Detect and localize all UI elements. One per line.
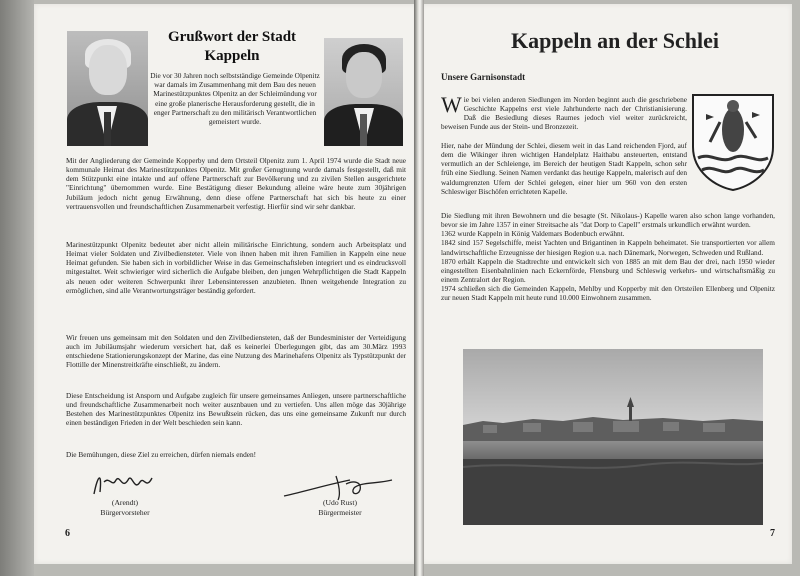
chronology-1974: 1974 schließen sich die Gemeinden Kappeln, Mehlby und Kopperby mit den Ortsteilen Ellenberg und Olpenitz zur neuen Stadt Kappeln mit heute rund 10.000 Einwohnern zusammen. bbox=[441, 284, 775, 303]
dropcap-letter: W bbox=[441, 92, 462, 117]
signatory-left-name: (Arendt) bbox=[111, 498, 139, 507]
chronology-1357: Die Siedlung mit ihren Bewohnern und die besagte (St. Nikolaus-) Kapelle waren also schon lange vorhanden, bevor sie im Jahre 1357 in einer Streitsache als "dat Dorp to Capell" erstmals urkundlich erwähnt wurden. bbox=[441, 211, 775, 230]
signatory-right-name: (Udo Rust) bbox=[323, 498, 357, 507]
signature-arendt bbox=[88, 468, 158, 498]
paragraph-3: Wir freuen uns gemeinsam mit den Soldaten und den Zivilbediensteten, daß der Bundesminister der Verteidigung auch im Jubiläumsjahr wiederum versichert hat, daß es keinerlei Überlegungen gibt, das am 30.März 1993 entschiedene Stationierungskonzept der Marine, das eine Nutzung des Marinehafens Olpenitz als Typstützpunkt der Flottille der Minenstreitkräfte einschließt, zu ändern. bbox=[66, 333, 406, 370]
page-title-left: Grußwort der Stadt Kappeln bbox=[167, 29, 297, 64]
signatory-right bbox=[300, 498, 380, 518]
book-gutter bbox=[414, 0, 424, 576]
history-intro bbox=[441, 92, 687, 132]
paragraph-2: Marinestützpunkt Olpenitz bedeutet aber nicht allein militärische Einrichtung, sondern auch Arbeitsplatz und Heimat vieler Soldaten und Zivilbediensteter. Viele von ihnen haben mit ihren Familien in Kappeln eine neue Heimat gefunden. Sie haben sich in vorbildlicher Weise in das Gemeinschaftsleben integriert und es eindrucksvoll mitgestaltet. Weit schwieriger wird sicherlich die Aufgabe bleiben, den jungen Wehrpflichtigen die Stadt Kappeln als neuen oder weiteren Schwerpunkt ihrer Lebensinteressen anzubieten. Ihnen weitgehende Integration zu ermöglichen, sind alle Verantwortungsträger beständig gefordert. bbox=[66, 240, 406, 295]
page-number-left: 6 bbox=[65, 528, 70, 539]
signatory-left bbox=[90, 498, 160, 518]
portrait-arendt bbox=[67, 31, 148, 146]
history-intro-text: ie bei vielen anderen Siedlungen im Norden beginnt auch die geschriebene Geschichte Kappelns erst viele Jahrhunderte nach der Christianisierung. Daß die Besiedlung dieses Raumes jedoch viel weiter zurückreicht, beweisen Funde aus der Stein- und Bronzezeit. bbox=[441, 95, 687, 132]
chronology-1870: 1870 erhält Kappeln die Stadtrechte und entwickelt sich von 1885 an mit dem Bau der drei, nach 1950 wieder eingestellten Eisenbahnlinien nach Eckernförde, Flensburg und Schleswig verkehrs- und wirtschaftsmäßig zu einem Zentralort der Region. bbox=[441, 256, 775, 285]
page-number-right: 7 bbox=[770, 528, 775, 539]
signatory-right-role: Bürgermeister bbox=[318, 508, 362, 517]
kappeln-harbour-photo bbox=[463, 349, 763, 525]
chronology-1842: 1842 sind 157 Segelschiffe, meist Yachten und Brigantinen in Kappeln beheimatet. Sie transportierten vor allem landwirtschaftliche Erzeugnisse der hiesigen Region u.a. nach Dänemark, Norwegen, Schweden und Rußland. bbox=[441, 238, 775, 257]
page-title-right: Kappeln an der Schlei bbox=[510, 28, 720, 53]
kappeln-coat-of-arms bbox=[690, 92, 776, 192]
history-paragraph-2: Hier, nahe der Mündung der Schlei, diesem weit in das Land reichenden Fjord, auf dem die Wikinger ihren wichtigen Handelplatz Haithabu ansteuerten, entstand vermutlich an der Schleienge, im Bereich der heutigen Stadt Kappeln, schon sehr früh eine Siedlung. Seinen Namen verdankt das heutige Kappeln, malerisch auf den waldumgrenzten Ufern der Schlei gelegen, einer hier um 960 von den ersten Schleswiger Bischöfen errichteten Kapelle. bbox=[441, 141, 687, 196]
closing-line: Die Bemühungen, diese Ziel zu erreichen, dürfen niemals enden! bbox=[66, 450, 257, 459]
paragraph-1: Mit der Angliederung der Gemeinde Kopperby und dem Ortsteil Olpenitz zum 1. April 1974 wurde die Stadt neue kommunale Heimat des Marinestützpunktes Olpenitz. Mit großer Genugtuung wurde damals festgestellt, daß mit dem Stützpunkt eine intakte und auf offene Partnerschaft zur Bevölkerung und zu zivilen Stellen ausgerichtete "Einrichtung" übernommen wurde. Eine Bestätigung dieser Bekundung alleine wäre heute zum 30jährigen Jubiläum jedoch nicht genug Erwähnung, denn diese offene Partnerschaft hat sich bis heute zu einer vertrauensvollen und freundschaftlichen Zusammenarbeit verfestigt. Hierfür sind wir sehr dankbar. bbox=[66, 156, 406, 211]
history-chronology bbox=[441, 211, 775, 303]
intro-text: Die vor 30 Jahren noch selbstständige Gemeinde Olpenitz war damals im Zusammenhang mit dem Bau des neuen Marinestützpunktes Olpenitz an der Schleimündung vor eine große planerische Herausforderung gestellt, die in enger Partnerschaft zu den militärisch Verantwortlichen gemeistert wurde. bbox=[150, 71, 320, 127]
scan-edge bbox=[0, 0, 34, 576]
section-subheading: Unsere Garnisonstadt bbox=[441, 72, 526, 82]
paragraph-4: Diese Entscheidung ist Ansporn und Aufgabe zugleich für unsere gemeinsames Anliegen, unsere partnerschaftliche und freundschaftliche Zusammenarbeit noch weiter ausznbauen und zu vertiefen. Uns allen möge das 30jährige Bestehen des Marinestützpunktes Olpenitz ins Bewußtsein rücken, das uns eine gemeinsame Zukunft nur durch einen beständigen Frieden in der Welt beschieden sein kann. bbox=[66, 391, 406, 428]
signatory-left-role: Bürgervorsteher bbox=[100, 508, 150, 517]
portrait-rust bbox=[324, 38, 403, 146]
chronology-1362: 1362 wurde Kappeln in König Valdemars Bodenbuch erwähnt. bbox=[441, 229, 625, 239]
